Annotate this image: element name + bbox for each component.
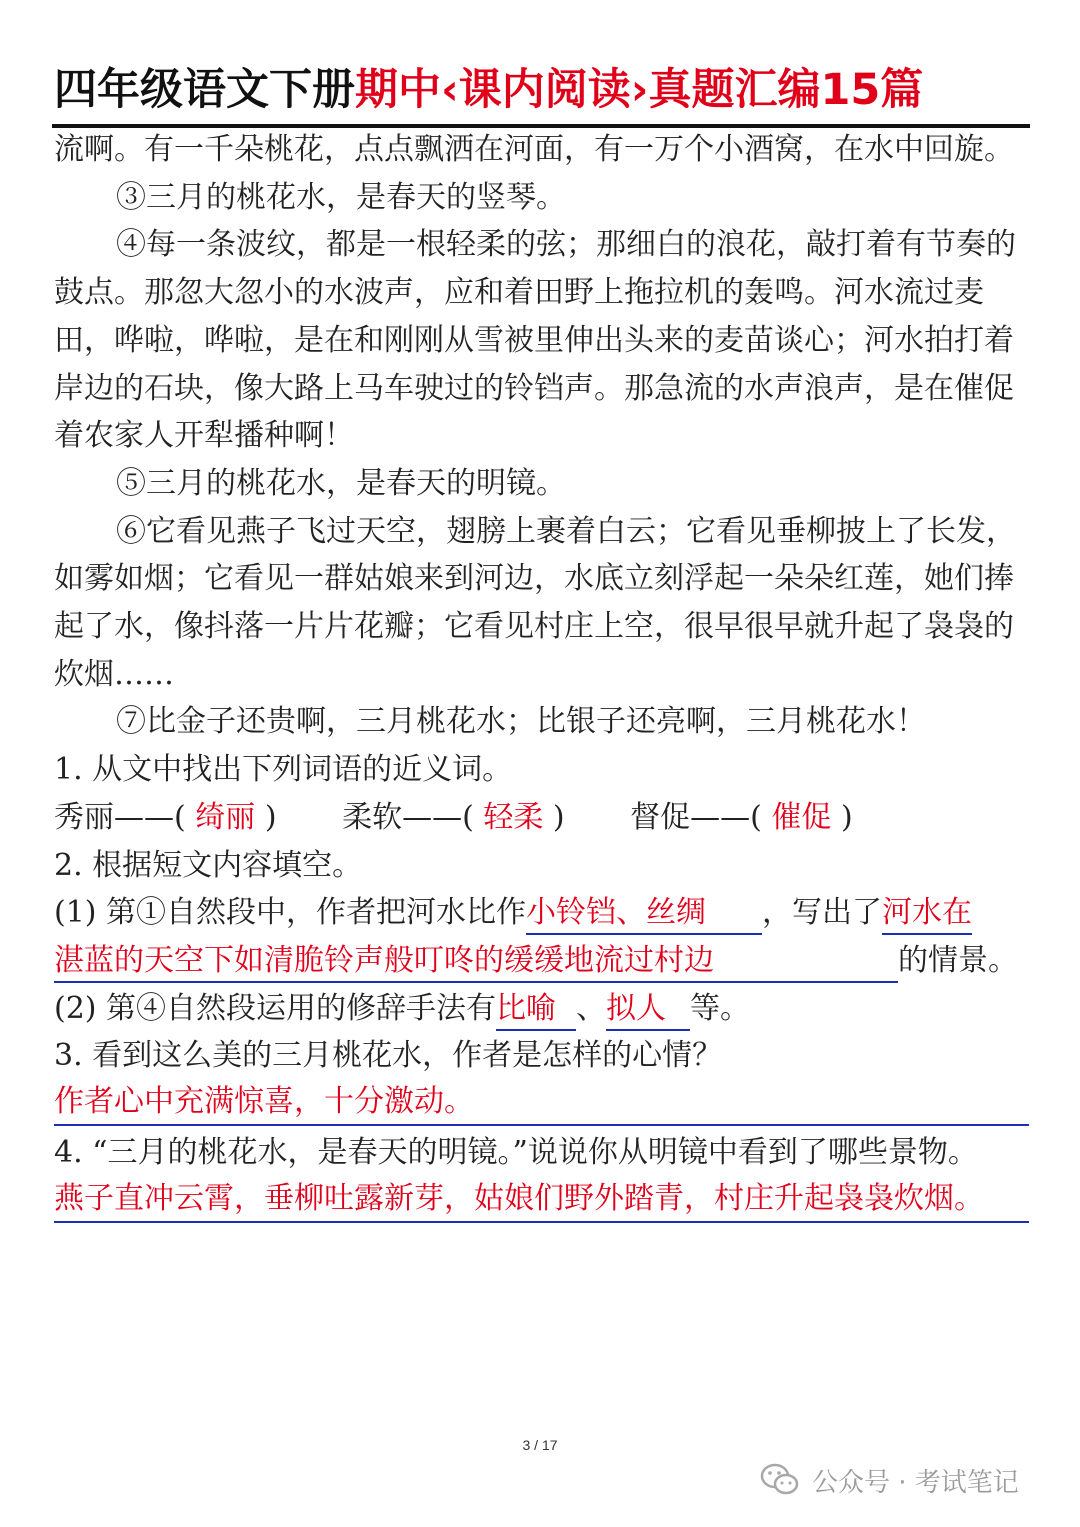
passage-paragraph-3: ③三月的桃花水，是春天的竖琴。 (116, 179, 566, 215)
question-3: 3. 看到这么美的三月桃花水，作者是怎样的心情？ (54, 1038, 723, 1074)
synonym-answer-2: 轻柔 (483, 799, 544, 835)
page-title (54, 58, 1034, 122)
question-1: 1. 从文中找出下列词语的近义词。 (54, 752, 513, 788)
q2-answer-scene-part-2: 湛蓝的天空下如清脆铃声般叮咚的缓缓地流过村边 (54, 941, 898, 983)
q2-answer-scene-part-1: 河水在 (882, 893, 972, 935)
question-4-answer: 燕子直冲云霄，垂柳吐露新芽，姑娘们野外踏青，村庄升起袅袅炊烟。 (54, 1177, 1029, 1223)
passage-paragraph-4: ④每一条波纹，都是一根轻柔的弦；那细白的浪花，敲打着有节奏的鼓点。那忽大忽小的水波声，应和着田野上拖拉机的轰鸣。河水流过麦田，哗啦，哗啦，是在和刚刚从雪被里伸出头来的麦苗谈心；河水拍打着岸边的石块，像大路上马车驶过的铃铛声。那急流的水声浪声，是在催促着农家人开犁播种啊！ (54, 227, 1016, 454)
question-2-sub-2: (2) 第④自然段运用的修辞手法有比喻 、拟人 等。 (54, 985, 1029, 1033)
title-grade: 四年级语文下册 (54, 65, 355, 115)
question-4: 4. “三月的桃花水，是春天的明镜。”说说你从明镜中看到了哪些景物。 (54, 1135, 978, 1171)
passage-paragraph-5: ⑤三月的桃花水，是春天的明镜。 (116, 465, 566, 501)
synonym-answer-1: 绮丽 (195, 799, 256, 835)
watermark (760, 1458, 1019, 1502)
q2-answer-metaphor: 小铃铛、丝绸 (526, 893, 762, 935)
synonym-word-2: 柔软 (342, 799, 403, 835)
question-2: 2. 根据短文内容填空。 (54, 847, 363, 883)
title-topic: 期中‹课内阅读›真题汇编15篇 (355, 65, 924, 115)
question-1-synonyms: 秀丽——( 绮丽 ) 柔软——( 轻柔 ) 督促——( 催促 ) (54, 799, 853, 835)
document-body (54, 126, 1029, 1226)
question-3-answer: 作者心中充满惊喜，十分激动。 (54, 1080, 1029, 1126)
passage-paragraph-2: 流啊。有一千朵桃花，点点飘洒在河面，有一万个小酒窝，在水中回旋。 (54, 132, 1014, 167)
wechat-icon (760, 1463, 800, 1497)
question-2-sub-1-line-1: (1) 第①自然段中，作者把河水比作小铃铛、丝绸 ，写出了河水在 (54, 889, 1029, 937)
q2-answer-rhetoric-2: 拟人 (606, 989, 690, 1031)
watermark-text: 公众号 · 考试笔记 (812, 1467, 1019, 1498)
page-number: 3 / 17 (522, 1437, 558, 1453)
synonym-answer-3: 催促 (771, 799, 832, 835)
synonym-word-1: 秀丽 (54, 799, 114, 835)
q2-answer-rhetoric-1: 比喻 (496, 989, 576, 1031)
passage-paragraph-7: ⑦比金子还贵啊，三月桃花水；比银子还亮啊，三月桃花水！ (116, 704, 926, 740)
passage-paragraph-6: ⑥它看见燕子飞过天空，翅膀上裹着白云；它看见垂柳披上了长发，如雾如烟；它看见一群姑娘来到河边，水底立刻浮起一朵朵红莲，她们捧起了水，像抖落一片片花瓣；它看见村庄上空，很早很早就升起了袅袅的炊烟…… (54, 513, 1016, 692)
question-2-sub-1-line-2: 湛蓝的天空下如清脆铃声般叮咚的缓缓地流过村边 的情景。 (54, 937, 1029, 985)
synonym-word-3: 督促 (630, 799, 691, 835)
